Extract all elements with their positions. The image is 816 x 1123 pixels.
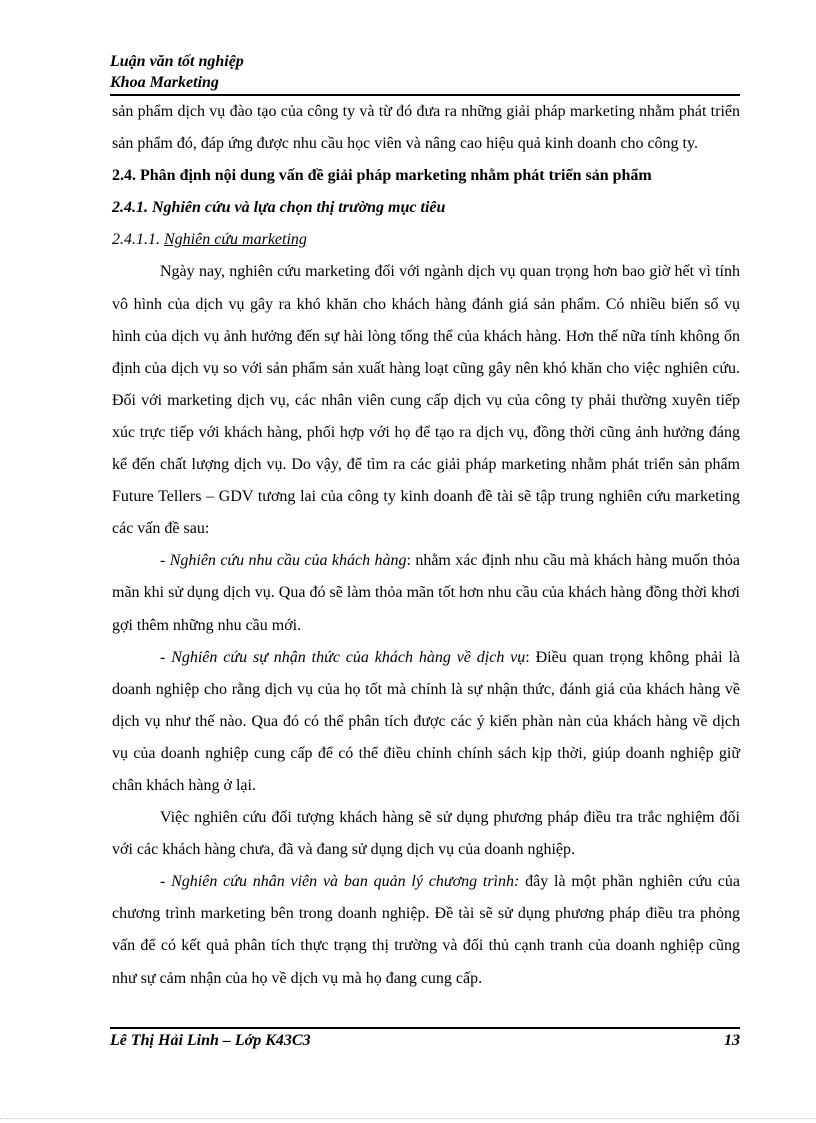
item-1-label: - Nghiên cứu nhu cầu của khách hàng [160, 552, 407, 570]
heading-2-4-1-1 [112, 224, 740, 256]
heading-2-4-1-1-title: Nghiên cứu marketing [164, 231, 307, 249]
footer-rule [110, 1027, 740, 1029]
item-1-text: : nhằm xác định nhu cầu mà khách hàng muốn thỏa mãn khi sử dụng dịch vụ. Qua đó sẽ làm thỏa mãn tốt hơn nhu cầu của khách hàng đồng thời khơi gợi thêm những nhu cầu mới. [112, 552, 741, 634]
page-edge-divider [0, 1118, 816, 1119]
heading-2-4: 2.4. Phân định nội dung vấn đề giải pháp marketing nhằm phát triển sản phẩm [112, 167, 652, 185]
page-body [112, 96, 740, 995]
header-faculty: Khoa Marketing [110, 74, 219, 91]
item-2-label: - Nghiên cứu sự nhận thức của khách hàng về dịch vụ [160, 648, 526, 666]
paragraph-1: Ngày nay, nghiên cứu marketing đối với ngành dịch vụ quan trọng hơn bao giờ hết vì tính vô hình của dịch vụ gây ra khó khăn cho khách hàng đánh giá sản phẩm. Có nhiều biến số vụ hình của dịch vụ ảnh hưởng đến sự hài lòng tổng thể của khách hàng. Hơn thế nữa tính không ổn định của dịch vụ so với sản phẩm sản xuất hàng loạt cũng gây nên khó khăn cho việc nghiên cứu. Đối với marketing dịch vụ, các nhân viên cung cấp dịch vụ của công ty phải thường xuyên tiếp xúc trực tiếp với khách hàng, phối hợp với họ để tạo ra dịch vụ, đồng thời cũng ảnh hưởng đáng kể đến chất lượng dịch vụ. Do vậy, để tìm ra các giải pháp marketing nhằm phát triển sản phẩm Future Tellers – GDV tương lai của công ty kinh doanh đề tài sẽ tập trung nghiên cứu marketing các vấn đề sau: [112, 263, 740, 538]
list-item-customer-perception [112, 642, 740, 802]
footer-author: Lê Thị Hải Linh – Lớp K43C3 [110, 1032, 311, 1049]
heading-2-4-1-1-number: 2.4.1.1. [112, 231, 164, 249]
list-item-staff-research [112, 866, 740, 994]
item-3-label: - Nghiên cứu nhân viên và ban quản lý chương trình: [160, 873, 520, 891]
header-thesis-title: Luận văn tốt nghiệp [110, 53, 244, 70]
list-item-customer-needs [112, 545, 740, 641]
page-number: 13 [724, 1032, 740, 1049]
item-3-text: đây là một phần nghiên cứu của chương trình marketing bên trong doanh nghiệp. Đề tài sẽ sử dụng phương pháp điều tra phỏng vấn để có kết quả phân tích thực trạng thị trường và đối thủ cạnh tranh của doanh nghiệp cũng như sự cảm nhận của họ về dịch vụ mà họ đang cung cấp. [112, 873, 741, 987]
item-2-text: : Điều quan trọng không phải là doanh nghiệp cho rằng dịch vụ của họ tốt mà chính là sự nhận thức, đánh giá của khách hàng về dịch vụ như thế nào. Qua đó có thể phân tích được các ý kiến phàn nàn của khách hàng về dịch vụ của doanh nghiệp cung cấp để có thể điều chỉnh chính sách kịp thời, giúp doanh nghiệp giữ chân khách hàng ở lại. [112, 648, 741, 794]
page-footer [110, 1032, 740, 1054]
paragraph-2: Việc nghiên cứu đối tượng khách hàng sẽ sử dụng phương pháp điều tra trắc nghiệm đối với các khách hàng chưa, đã và đang sử dụng dịch vụ của doanh nghiệp. [112, 809, 740, 859]
intro-continuation: sản phẩm dịch vụ đào tạo của công ty và từ đó đưa ra những giải pháp marketing nhằm phát triển sản phẩm đó, đáp ứng được nhu cầu học viên và nâng cao hiệu quả kinh doanh cho công ty. [112, 103, 740, 153]
page-header [110, 51, 740, 93]
heading-2-4-1: 2.4.1. Nghiên cứu và lựa chọn thị trường mục tiêu [112, 199, 446, 217]
